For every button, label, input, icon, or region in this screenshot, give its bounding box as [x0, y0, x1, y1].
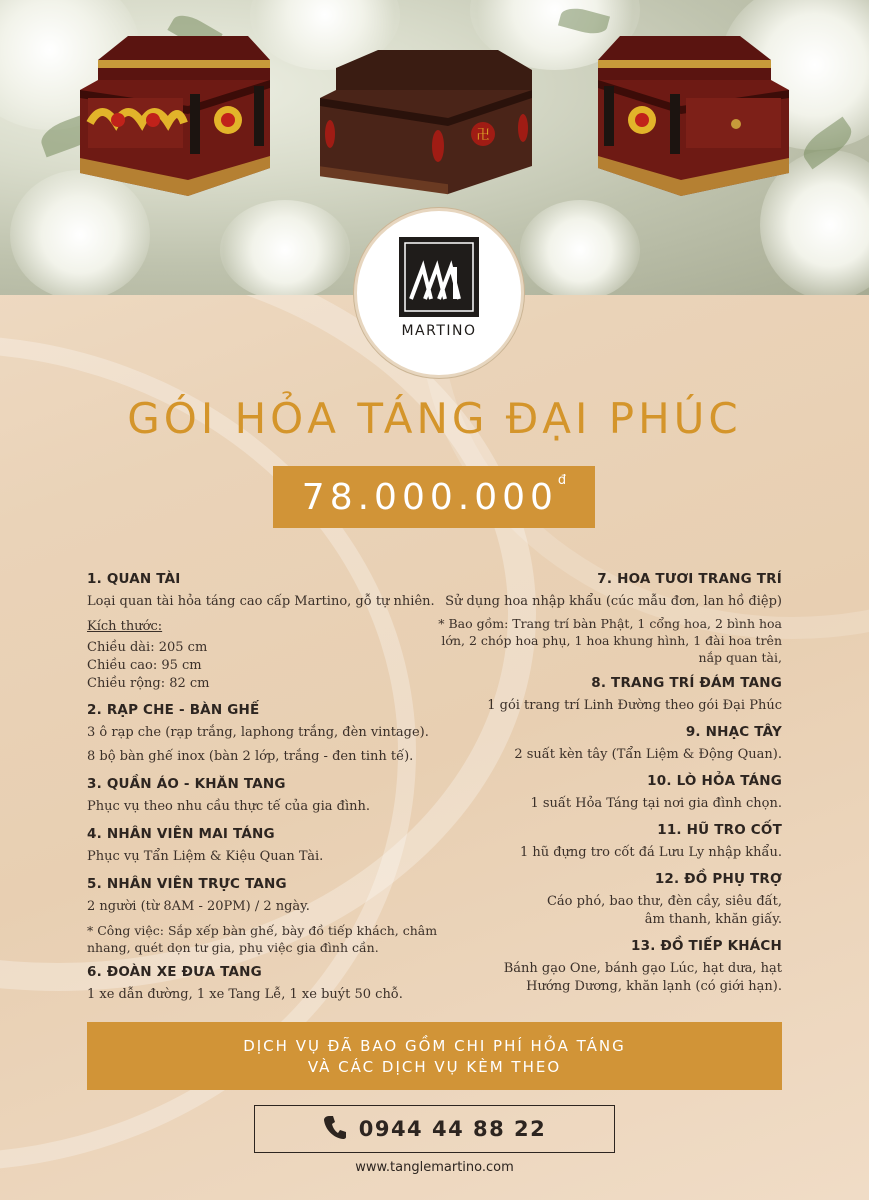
- section-text: Sử dụng hoa nhập khẩu (cúc mẫu đơn, lan hồ điệp): [445, 594, 782, 609]
- section-text: 1 suất Hỏa Táng tại nơi gia đình chọn.: [530, 796, 782, 811]
- section-rap-che: [87, 702, 447, 766]
- section-text: 1 gói trang trí Linh Đường theo gói Đại Phúc: [487, 698, 782, 713]
- section-title: 11. HŨ TRO CỐT: [657, 822, 782, 838]
- section-text: 1 hũ đựng tro cốt đá Lưu Ly nhập khẩu.: [519, 845, 782, 860]
- phone-number: 0944 44 88 22: [358, 1117, 547, 1141]
- section-nhan-vien-mai-tang: [87, 826, 447, 866]
- svg-text:卍: 卍: [476, 128, 490, 143]
- inclusion-banner: [87, 1022, 782, 1090]
- section-trang-tri: [420, 675, 782, 715]
- services-right-column: [420, 571, 782, 996]
- section-title: 2. RẠP CHE - BÀN GHẾ: [87, 702, 260, 718]
- section-text: Cáo phó, bao thư, đèn cầy, siêu đất, âm thanh, khăn giấy.: [546, 894, 782, 927]
- section-text: 1 xe dẫn đường, 1 xe Tang Lễ, 1 xe buýt 50 chỗ.: [87, 987, 403, 1002]
- section-lo-hoa-tang: [420, 773, 782, 813]
- section-quan-tai: [87, 571, 447, 693]
- section-note: * Công việc: Sắp xếp bàn ghế, bày đồ tiếp khách, châm nhang, quét dọn tư gia, phụ việc gia đình cần.: [87, 923, 438, 955]
- services-left-column: [87, 571, 447, 1004]
- martino-logo-mark: [399, 237, 479, 317]
- section-doan-xe: [87, 964, 447, 1004]
- section-title: 9. NHẠC TÂY: [685, 724, 782, 740]
- coffin-image-center: [318, 48, 538, 198]
- section-title: 1. QUAN TÀI: [87, 571, 181, 587]
- section-text: 2 suất kèn tây (Tẩn Liệm & Động Quan).: [514, 747, 782, 762]
- section-nhan-vien-truc-tang: [87, 876, 447, 956]
- section-text: 3 ô rạp che (rạp trắng, laphong trắng, đèn vintage).: [87, 725, 429, 740]
- page-title: GÓI HỎA TÁNG ĐẠI PHÚC: [127, 394, 742, 443]
- dimension-height: Chiều cao: 95 cm: [87, 658, 202, 673]
- section-title: 3. QUẦN ÁO - KHĂN TANG: [87, 776, 286, 792]
- coffin-image-left: [78, 28, 273, 198]
- coffin-image-right: [596, 28, 791, 198]
- section-text: Phục vụ theo nhu cầu thực tế của gia đình.: [87, 799, 370, 814]
- brand-name: MARTINO: [401, 323, 477, 339]
- section-subtitle: Kích thước:: [87, 619, 163, 634]
- section-hu-tro-cot: [420, 822, 782, 862]
- banner-line-1: DỊCH VỤ ĐÃ BAO GỒM CHI PHÍ HỎA TÁNG: [243, 1037, 626, 1055]
- section-title: 8. TRANG TRÍ ĐÁM TANG: [591, 675, 782, 691]
- section-text: 2 người (từ 8AM - 20PM) / 2 ngày.: [87, 899, 310, 914]
- section-title: 5. NHÂN VIÊN TRỰC TANG: [87, 876, 287, 892]
- section-note: * Bao gồm: Trang trí bàn Phật, 1 cổng hoa, 2 bình hoa lớn, 2 chóp hoa phụ, 1 hoa khung hình, 1 đài hoa trên nắp quan tài,: [438, 616, 782, 665]
- section-title: 6. ĐOÀN XE ĐƯA TANG: [87, 964, 262, 980]
- phone-contact[interactable]: [254, 1105, 615, 1153]
- section-nhac-tay: [420, 724, 782, 764]
- section-do-tiep-khach: [420, 938, 782, 996]
- price-amount: $78.000.000^đ$: [301, 472, 567, 518]
- banner-line-2: VÀ CÁC DỊCH VỤ KÈM THEO: [307, 1058, 562, 1076]
- dimension-width: Chiều rộng: 82 cm: [87, 676, 210, 691]
- phone-icon: [323, 1114, 347, 1144]
- section-quan-ao: [87, 776, 447, 816]
- section-title: 13. ĐỒ TIẾP KHÁCH: [631, 938, 782, 954]
- section-title: 4. NHÂN VIÊN MAI TÁNG: [87, 826, 275, 842]
- section-text: Phục vụ Tẩn Liệm & Kiệu Quan Tài.: [87, 849, 324, 864]
- section-title: 7. HOA TƯƠI TRANG TRÍ: [597, 571, 782, 587]
- currency-symbol: đ: [557, 472, 567, 488]
- section-title: 10. LÒ HỎA TÁNG: [647, 773, 782, 789]
- section-title: 12. ĐỒ PHỤ TRỢ: [654, 871, 782, 887]
- section-hoa-tuoi: [420, 571, 782, 666]
- section-text: Loại quan tài hỏa táng cao cấp Martino, gỗ tự nhiên.: [87, 594, 435, 609]
- price-badge: [273, 466, 595, 528]
- website-link[interactable]: www.tanglemartino.com: [355, 1160, 514, 1175]
- brand-logo: [354, 208, 524, 378]
- dimension-length: Chiều dài: 205 cm: [87, 640, 208, 655]
- section-text: 8 bộ bàn ghế inox (bàn 2 lớp, trắng - đen tinh tế).: [87, 749, 414, 764]
- section-do-phu-tro: [420, 871, 782, 929]
- section-text: Bánh gạo One, bánh gạo Lúc, hạt dưa, hạt Hướng Dương, khăn lạnh (có giới hạn).: [503, 961, 782, 994]
